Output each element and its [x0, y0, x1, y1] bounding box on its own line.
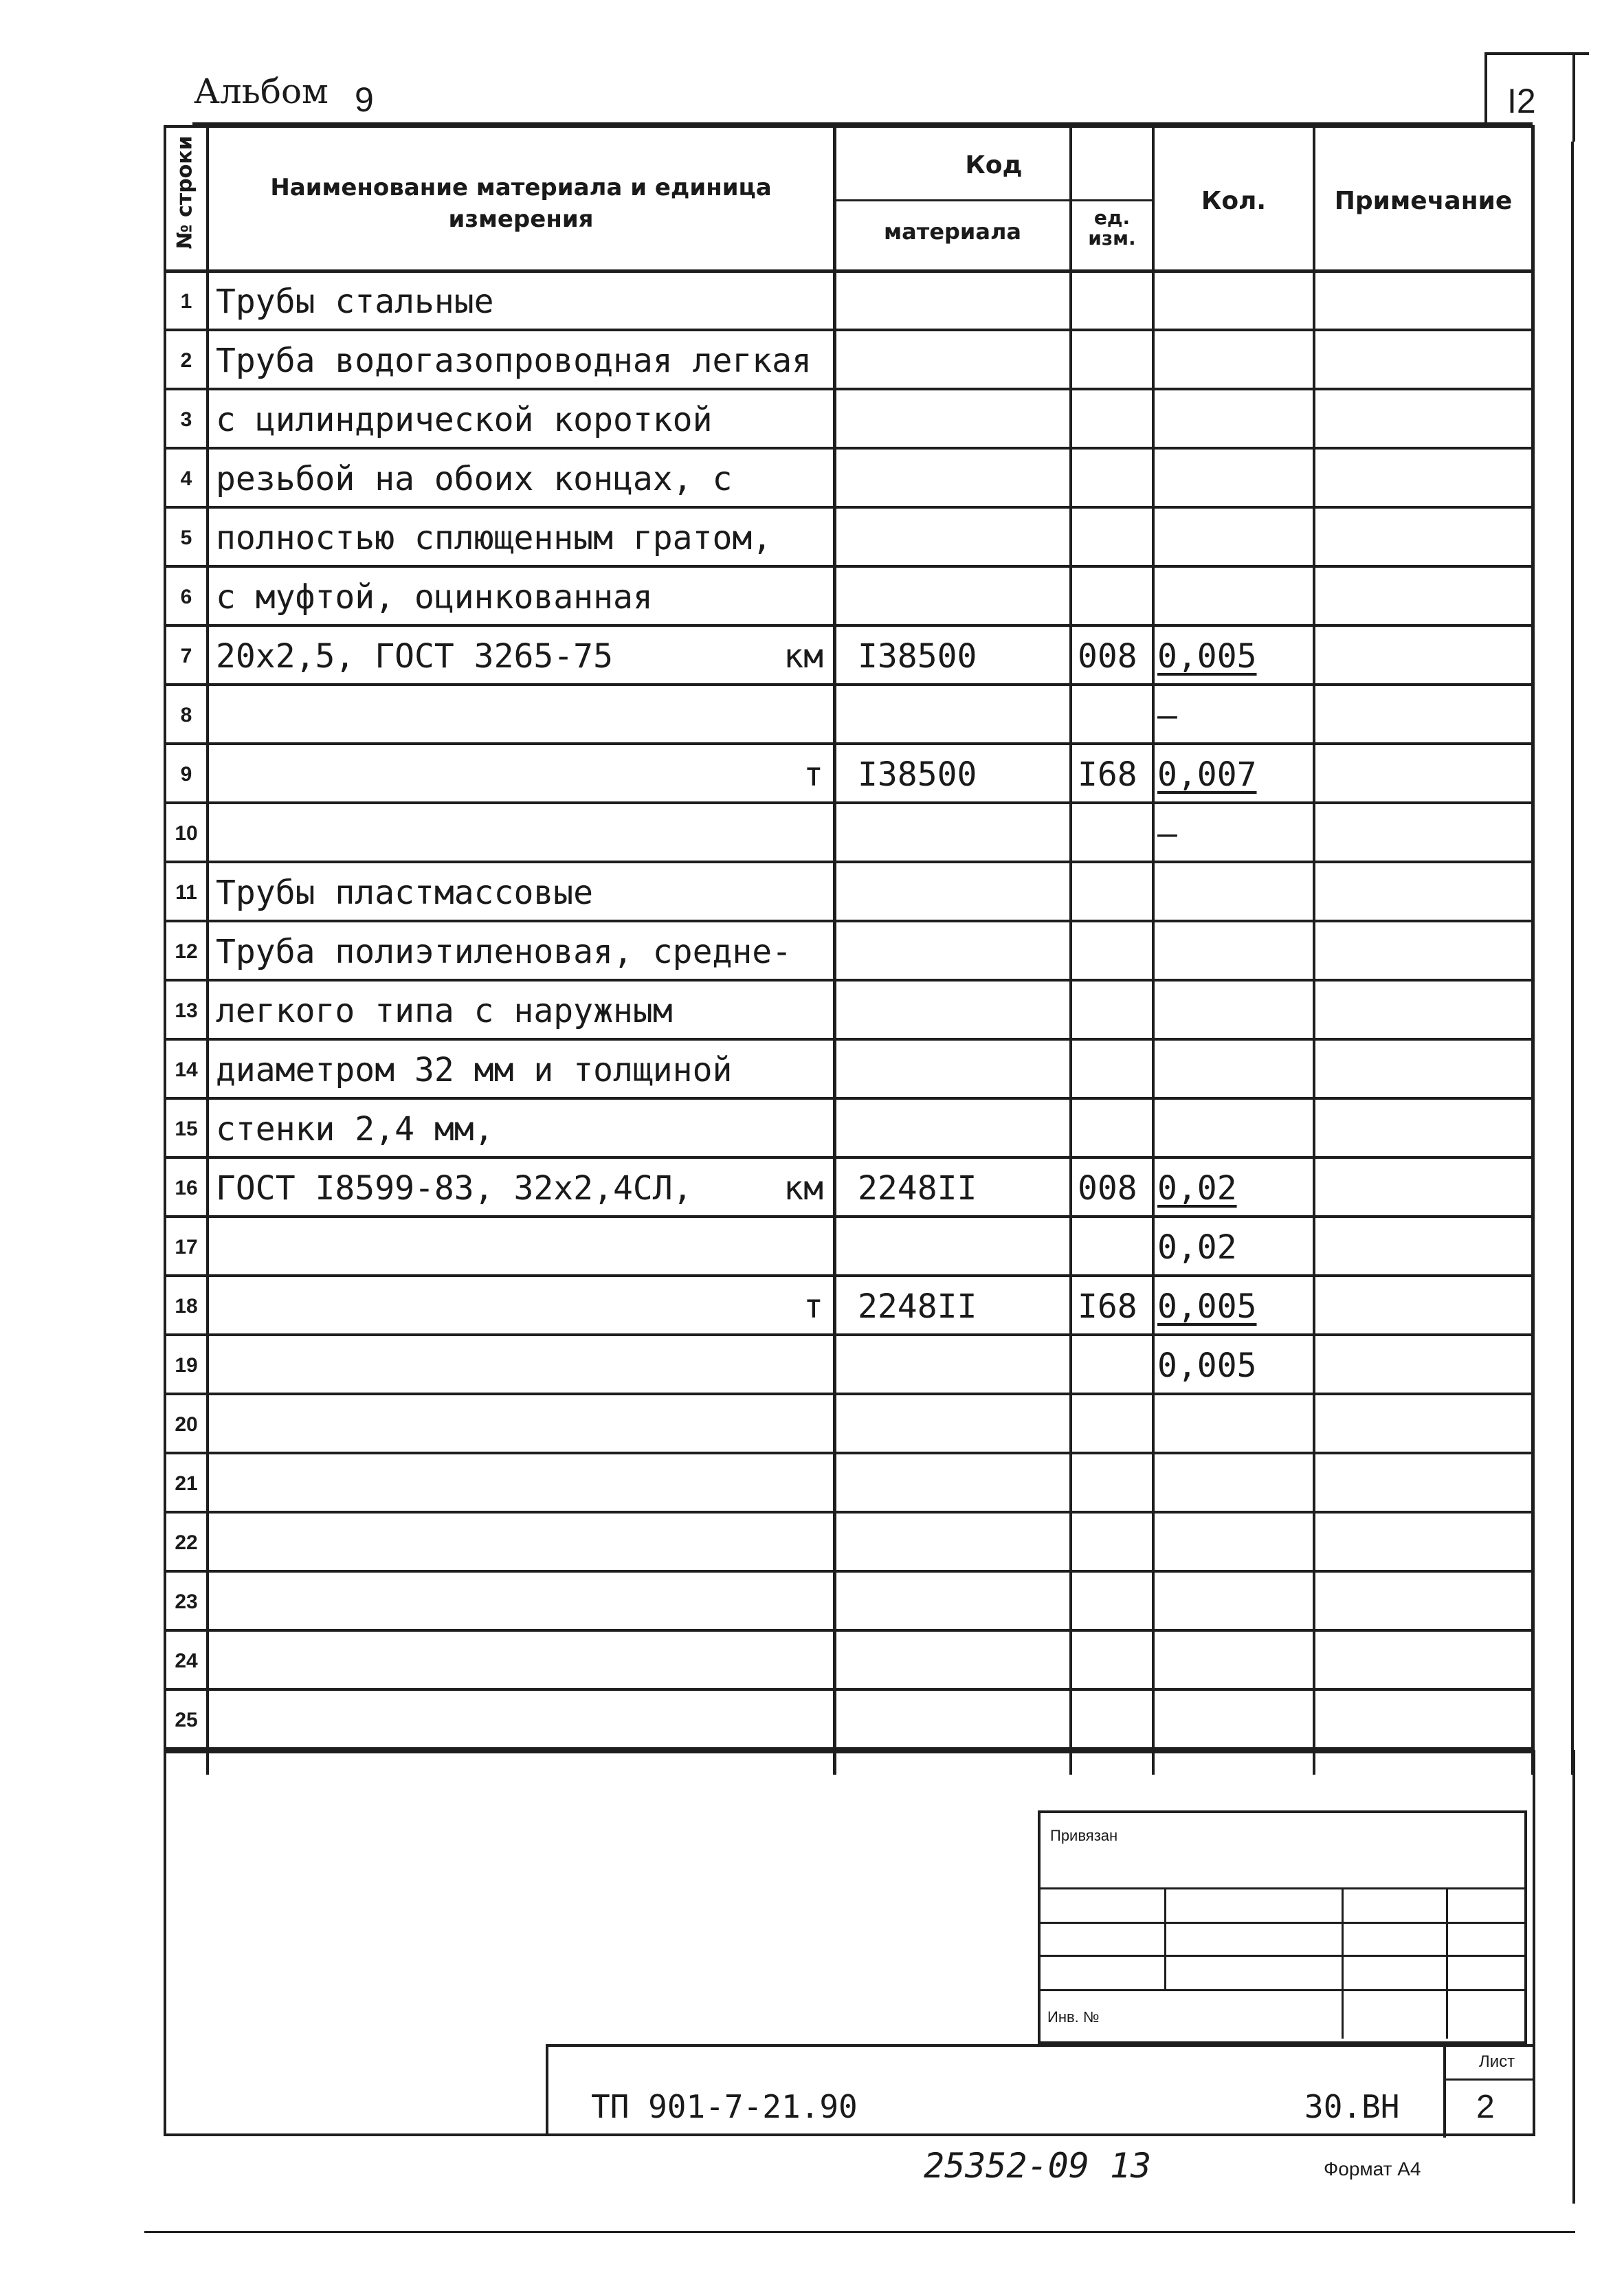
table-row	[164, 390, 1535, 450]
row-number: 9	[180, 763, 192, 786]
code-header: Код	[965, 151, 1023, 179]
album-number: 9	[355, 80, 374, 119]
table-row	[164, 922, 1535, 982]
row-number: 8	[180, 704, 192, 727]
order-number: 25352-09 13	[924, 2146, 1152, 2186]
row-number: 20	[175, 1413, 198, 1436]
document-section: 30.ВН	[1304, 2088, 1400, 2125]
row-number: 23	[175, 1590, 198, 1613]
material-name: Трубы стальные	[216, 282, 494, 321]
table-row	[164, 331, 1535, 390]
material-code: I38500	[858, 637, 977, 676]
row-number: 14	[175, 1058, 198, 1081]
material-name: с цилиндрической короткой	[216, 401, 713, 439]
material-name: с муфтой, оцинкованная	[216, 578, 653, 617]
quantity-header: Кол.	[1201, 187, 1267, 215]
quantity-value: 0,005	[1157, 1346, 1257, 1385]
table-row	[164, 1159, 1535, 1218]
binding-stamp-box	[1038, 1810, 1527, 2044]
material-name: Трубы пластмассовые	[216, 874, 594, 912]
quantity-value: 0,005	[1157, 1287, 1257, 1326]
table-row	[164, 1277, 1535, 1336]
album-label: Альбом	[194, 71, 329, 111]
table-row	[164, 1100, 1535, 1159]
unit-label: км	[783, 637, 823, 676]
unit-label: т	[803, 755, 823, 794]
row-number: 13	[175, 999, 198, 1022]
table-row	[164, 745, 1535, 804]
row-number: 2	[180, 349, 192, 372]
table-row	[164, 1454, 1535, 1514]
material-name: Труба водогазопроводная легкая	[216, 342, 812, 380]
quantity-value: –	[1157, 814, 1177, 853]
materials-table	[164, 125, 1535, 1775]
unit-code: 008	[1078, 1169, 1137, 1208]
table-row	[164, 1218, 1535, 1277]
row-number: 21	[175, 1472, 198, 1495]
material-name-header: Наименование материала и единица измерения	[270, 174, 772, 233]
table-row	[164, 1395, 1535, 1454]
row-number-header: № строки	[173, 135, 197, 250]
row-number: 12	[175, 940, 198, 963]
row-number: 4	[180, 467, 192, 490]
row-number: 3	[180, 408, 192, 431]
material-code: 2248II	[858, 1287, 977, 1326]
quantity-value: 0,005	[1157, 637, 1257, 676]
row-number: 5	[180, 526, 192, 549]
row-number: 22	[175, 1531, 198, 1554]
sheet-number: 2	[1476, 2089, 1495, 2125]
page-number: I2	[1507, 82, 1536, 120]
document-code: ТП 901-7-21.90	[591, 2088, 858, 2125]
material-name: 20х2,5, ГОСТ 3265-75	[216, 637, 613, 676]
table-row	[164, 1514, 1535, 1573]
material-name: легкого типа с наружным	[216, 992, 673, 1030]
row-number: 10	[175, 822, 198, 845]
table-row	[164, 450, 1535, 509]
table-row	[164, 1041, 1535, 1100]
quantity-value: 0,02	[1157, 1169, 1237, 1208]
material-name: диаметром 32 мм и толщиной	[216, 1051, 733, 1089]
row-number: 16	[175, 1177, 198, 1199]
table-row	[164, 863, 1535, 922]
material-code-header: материала	[884, 219, 1021, 245]
material-code: 2248II	[858, 1169, 977, 1208]
format-label: Формат А4	[1324, 2158, 1421, 2180]
table-row	[164, 509, 1535, 568]
quantity-value: –	[1157, 696, 1177, 735]
unit-code: I68	[1078, 755, 1137, 794]
material-name: стенки 2,4 мм,	[216, 1110, 494, 1149]
material-name: ГОСТ I8599-83, 32х2,4СЛ,	[216, 1169, 693, 1208]
material-name: полностью сплющенным гратом,	[216, 519, 772, 557]
unit-code-header: ед. изм.	[1088, 206, 1136, 250]
row-number: 19	[175, 1354, 198, 1377]
quantity-value: 0,02	[1157, 1228, 1237, 1267]
row-number: 24	[175, 1650, 198, 1672]
table-row	[164, 982, 1535, 1041]
table-row	[164, 804, 1535, 863]
material-name: Труба полиэтиленовая, средне-	[216, 933, 792, 971]
inventory-number-label: Инв. №	[1047, 2008, 1100, 2026]
table-row	[164, 1632, 1535, 1691]
row-number: 6	[180, 586, 192, 608]
row-number: 7	[180, 645, 192, 667]
sheet-label: Лист	[1479, 2052, 1515, 2071]
unit-label: км	[783, 1169, 823, 1208]
row-number: 18	[175, 1295, 198, 1318]
material-code: I38500	[858, 755, 977, 794]
note-header: Примечание	[1334, 187, 1513, 215]
table-row	[164, 1691, 1535, 1750]
table-row	[164, 568, 1535, 627]
table-row	[164, 1336, 1535, 1395]
table-row	[164, 272, 1535, 331]
material-name: резьбой на обоих концах, с	[216, 460, 733, 498]
title-block	[546, 2044, 1533, 2135]
unit-code: 008	[1078, 637, 1137, 676]
table-row	[164, 1573, 1535, 1632]
table-row	[164, 627, 1535, 686]
row-number: 1	[180, 290, 192, 313]
unit-code: I68	[1078, 1287, 1137, 1326]
quantity-value: 0,007	[1157, 755, 1257, 794]
row-number: 25	[175, 1709, 198, 1731]
unit-label: т	[803, 1287, 823, 1326]
binding-label: Привязан	[1050, 1827, 1118, 1844]
row-number: 11	[175, 881, 197, 904]
row-number: 17	[175, 1236, 198, 1259]
row-number: 15	[175, 1118, 198, 1140]
table-row	[164, 686, 1535, 745]
